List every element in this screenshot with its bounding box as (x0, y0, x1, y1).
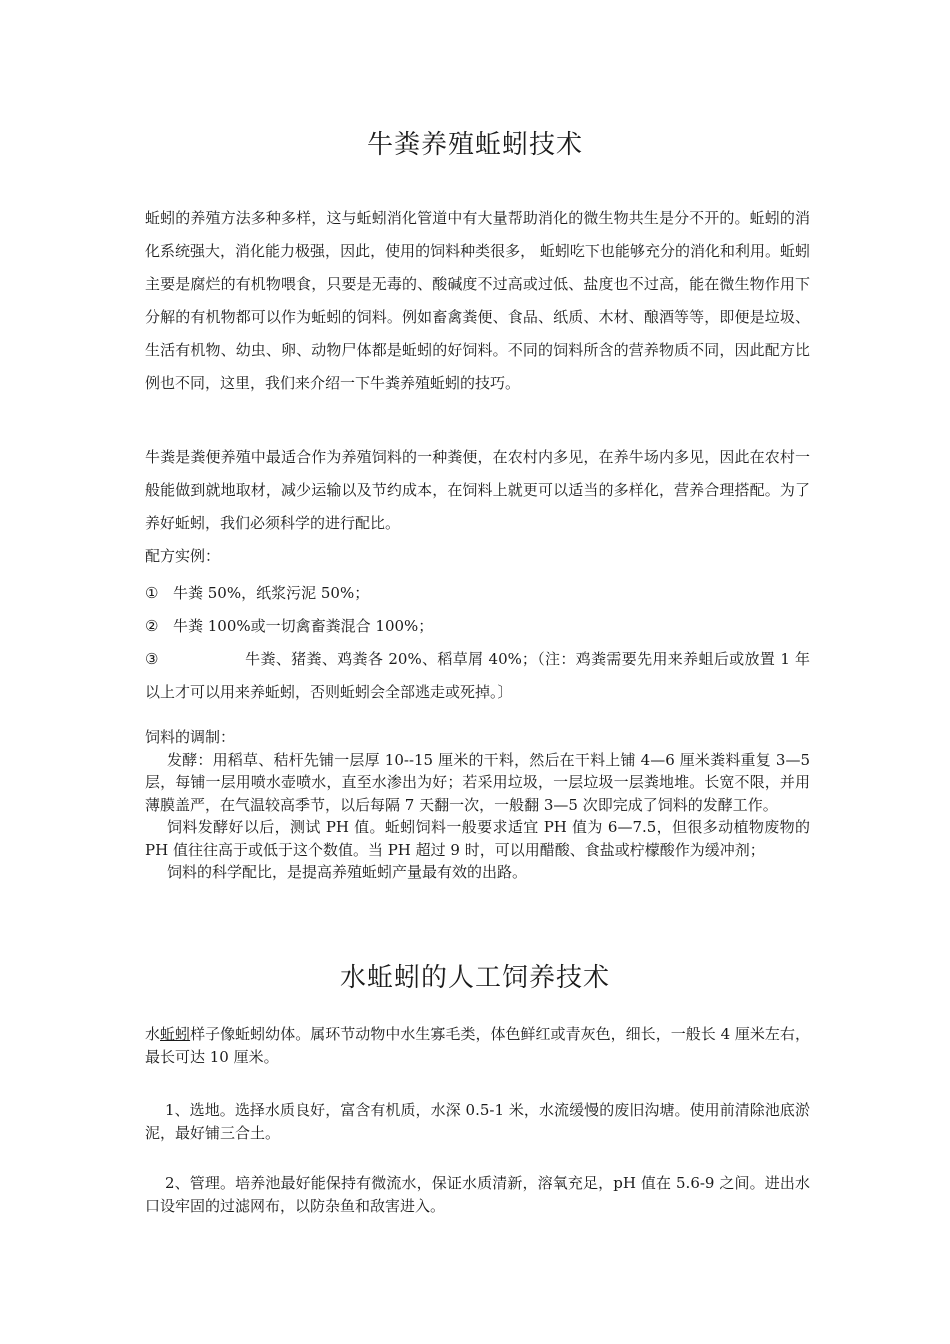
recipe-item-2 (145, 610, 810, 643)
intro-paragraph: 蚯蚓的养殖方法多种多样，这与蚯蚓消化管道中有大量帮助消化的微生物共生是分不开的。蚯蚓的消化系统强大，消化能力极强，因此，使用的饲料种类很多， 蚯蚓吃下也能够充分的消化和利用。蚯蚓主要是腐烂的有机物喂食，只要是无毒的、酸碱度不过高或过低、盐度也不过高，能在微生物作用下分解的有机物都可以作为蚯蚓的饲料。例如畜禽粪便、食品、纸质、木材、酿酒等等，即便是垃圾、生活有机物、幼虫、卵、动物尸体都是蚯蚓的好饲料。不同的饲料所含的营养物质不同，因此配方比例也不同，这里，我们来介绍一下牛粪养殖蚯蚓的技巧。 (145, 209, 810, 392)
recipe-item-3-text: 牛粪、猪粪、鸡粪各 20%、稻草屑 40%；（注：鸡粪需要先用来养蛆后或放置 1 年以上才可以用来养蚯蚓，否则蚯蚓会全部逃走或死掉。〕 (145, 650, 810, 701)
water-earthworm-paragraph (145, 1023, 810, 1068)
site-selection-paragraph: 1、选地。选择水质良好，富含有机质，水深 0.5-1 米，水流缓慢的废旧沟塘。使用前清除池底淤泥，最好铺三合土。 (145, 1101, 810, 1142)
water-earthworm-prefix: 水 (145, 1025, 161, 1043)
management-paragraph: 2、管理。培养池最好能保持有微流水，保证水质清新，溶氧充足，pH 值在 5.6-9 之间。进出水口设牢固的过滤网布，以防杂鱼和敌害进入。 (145, 1174, 810, 1215)
recipe-item-2-marker: ② (145, 617, 159, 635)
recipe-label: 配方实例： (145, 547, 221, 565)
document-title: 牛粪养殖蚯蚓技术 (366, 130, 583, 160)
recipe-item-1-text: 牛粪 50%，纸浆污泥 50%； (173, 584, 370, 602)
recipe-item-3 (145, 643, 810, 709)
fermentation-paragraph: 发酵：用稻草、秸杆先铺一层厚 10--15 厘米的干料，然后在干料上铺 4—6 厘米粪料重复 3—5 层，每铺一层用喷水壶喷水，直至水渗出为好；若采用垃圾，一层垃圾一层粪地堆。长宽不限，并用薄膜盖严，在气温较高季节，以后每隔 7 天翻一次，一般翻 3—5 次即完成了饲料的发酵工作。 (145, 750, 810, 814)
ph-paragraph: 饲料发酵好以后，测试 PH 值。蚯蚓饲料一般要求适宜 PH 值为 6—7.5，但很多动植物废物的 PH 值往往高于或低于这个数值。当 PH 超过 9 时，可以用醋酸、食盐或柠檬酸作为缓冲剂； (145, 818, 810, 859)
recipe-item-2-text: 牛粪 100%或一切禽畜粪混合 100%； (173, 617, 434, 635)
cow-manure-paragraph: 牛粪是粪便养殖中最适合作为养殖饲料的一种粪便，在农村内多见，在养牛场内多见，因此在农村一般能做到就地取材，减少运输以及节约成本，在饲料上就更可以适当的多样化，营养合理搭配。为了养好蚯蚓，我们必须科学的进行配比。 (145, 448, 810, 532)
recipe-item-3-marker: ③ (145, 650, 159, 668)
conclusion-paragraph: 饲料的科学配比，是提高养殖蚯蚓产量最有效的出路。 (167, 863, 528, 881)
earthworm-link[interactable]: 蚯蚓 (160, 1025, 191, 1043)
recipe-item-1 (145, 577, 810, 610)
water-earthworm-description: 样子像蚯蚓幼体。属环节动物中水生寡毛类，体色鲜红或青灰色，细长，一般长 4 厘米左右，最长可达 10 厘米。 (145, 1025, 810, 1066)
section-title-water-earthworm: 水蚯蚓的人工饲养技术 (339, 963, 610, 993)
feed-preparation-label: 饲料的调制： (145, 728, 236, 746)
recipe-item-1-marker: ① (145, 584, 159, 602)
feed-preparation-section (145, 726, 810, 884)
